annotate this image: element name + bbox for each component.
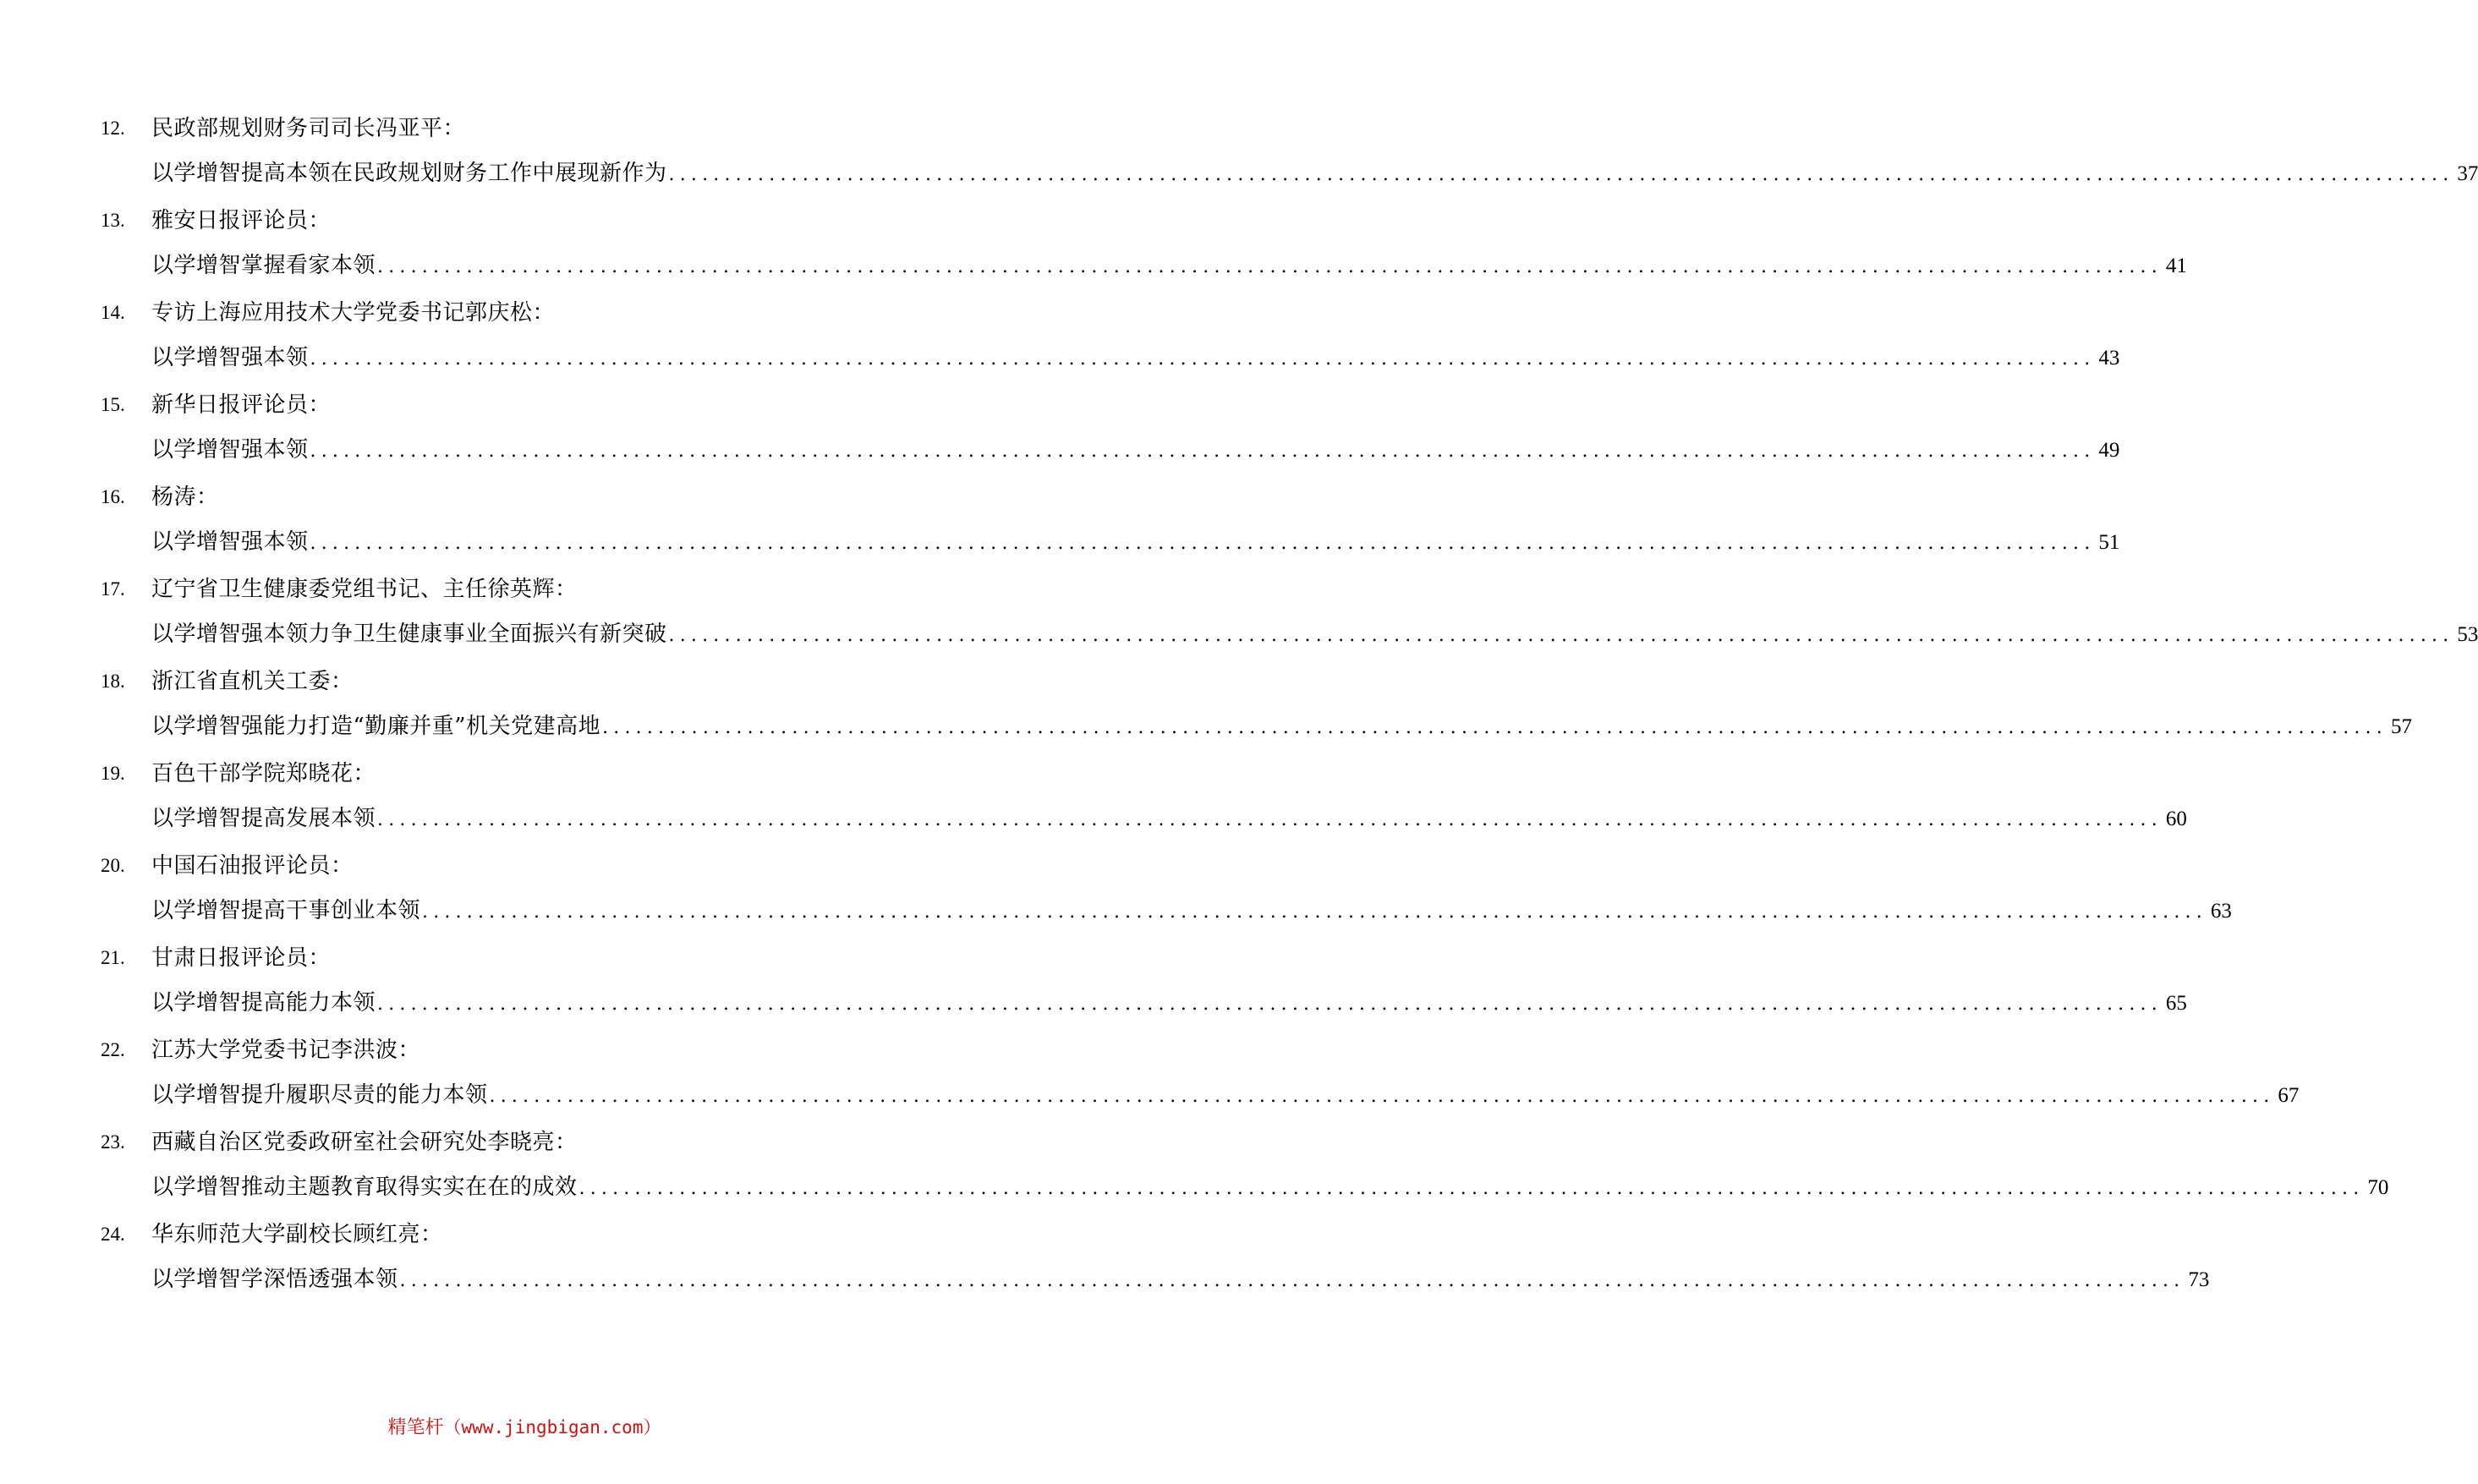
page-footer <box>0 1415 1049 1441</box>
toc-entry <box>0 1021 2300 1114</box>
entry-author: 浙江省直机关工委： <box>151 669 354 694</box>
entry-page-number: 43 <box>2098 347 2120 370</box>
entry-author: 辽宁省卫生健康委党组书记、主任徐英辉： <box>151 577 578 602</box>
entry-number: 12. <box>101 118 125 139</box>
entry-author: 雅安日报评论员： <box>151 208 332 233</box>
toc-entry <box>0 192 2187 284</box>
entry-number: 22. <box>101 1039 125 1060</box>
entry-number: 18. <box>101 671 125 692</box>
entry-author: 中国石油报评论员： <box>151 853 354 879</box>
entry-page-number: 65 <box>2165 992 2187 1015</box>
entry-page-number: 67 <box>2278 1084 2300 1107</box>
entry-line[interactable] <box>151 433 2120 467</box>
entry-header <box>0 480 1049 514</box>
entry-page-number: 49 <box>2098 439 2120 462</box>
entry-author: 新华日报评论员： <box>151 392 332 418</box>
table-of-contents <box>0 100 2478 1298</box>
entry-title: 以学增智强能力打造“勤廉并重”机关党建高地 <box>151 714 601 739</box>
dot-leader: ................................................................................................................................................................ <box>422 901 2207 923</box>
entry-number: 19. <box>101 763 125 784</box>
entry-title: 以学增智强本领 <box>151 529 309 555</box>
toc-entry <box>0 468 2120 561</box>
toc-entry <box>0 1206 2210 1298</box>
entry-line[interactable] <box>151 249 2187 282</box>
dot-leader: ................................................................................................................................................................ <box>310 441 2096 462</box>
entry-header <box>0 296 1049 330</box>
entry-header <box>0 572 1049 606</box>
entry-title: 以学增智强本领 <box>151 437 309 463</box>
entry-title: 以学增智强本领力争卫生健康事业全面振兴有新突破 <box>151 622 667 647</box>
entry-header <box>0 388 1049 422</box>
dot-leader: ................................................................................................................................................................ <box>668 164 2454 185</box>
dot-leader: ................................................................................................................................................................ <box>310 533 2096 554</box>
entry-line[interactable] <box>151 156 2478 190</box>
toc-entry <box>0 653 2412 745</box>
entry-author: 江苏大学党委书记李洪波： <box>151 1038 421 1063</box>
entry-title: 以学增智提高本领在民政规划财务工作中展现新作为 <box>151 161 667 186</box>
entry-line[interactable] <box>151 1170 2389 1204</box>
dot-leader: ................................................................................................................................................................ <box>377 994 2163 1015</box>
entry-number: 20. <box>101 855 125 876</box>
entry-line[interactable] <box>151 802 2187 835</box>
entry-page-number: 37 <box>2457 162 2478 185</box>
entry-line[interactable] <box>151 525 2120 559</box>
entry-title: 以学增智掌握看家本领 <box>151 253 376 278</box>
entry-page-number: 63 <box>2210 900 2232 923</box>
entry-header <box>0 941 1049 975</box>
toc-entry <box>0 745 2187 837</box>
toc-entry <box>0 929 2187 1021</box>
dot-leader: ................................................................................................................................................................ <box>377 809 2163 830</box>
dot-leader: ................................................................................................................................................................ <box>489 1086 2275 1107</box>
entry-header <box>0 204 1049 238</box>
entry-number: 23. <box>101 1131 125 1153</box>
entry-number: 15. <box>101 394 125 415</box>
entry-author: 百色干部学院郑晓花： <box>151 761 376 786</box>
entry-header <box>0 757 1049 791</box>
entry-page-number: 51 <box>2098 531 2120 554</box>
entry-title: 以学增智提升履职尽责的能力本领 <box>151 1082 488 1108</box>
entry-author: 杨涛： <box>151 485 219 510</box>
dot-leader: ................................................................................................................................................................ <box>399 1270 2185 1291</box>
entry-number: 21. <box>101 947 125 968</box>
entry-page-number: 53 <box>2457 623 2478 646</box>
entry-title: 以学增智学深悟透强本领 <box>151 1267 398 1292</box>
dot-leader: ................................................................................................................................................................ <box>310 348 2096 370</box>
entry-line[interactable] <box>151 1262 2210 1296</box>
entry-header <box>0 665 1049 698</box>
entry-author: 专访上海应用技术大学党委书记郭庆松： <box>151 300 556 326</box>
toc-entry <box>0 284 2120 376</box>
toc-entry <box>0 376 2120 468</box>
entry-page-number: 60 <box>2165 808 2187 830</box>
entry-author: 西藏自治区党委政研室社会研究处李晓亮： <box>151 1130 578 1155</box>
entry-header <box>0 849 1049 883</box>
entry-number: 16. <box>101 486 125 507</box>
entry-line[interactable] <box>151 986 2187 1020</box>
entry-author: 甘肃日报评论员： <box>151 945 332 971</box>
entry-number: 13. <box>101 210 125 231</box>
entry-header <box>0 112 1049 145</box>
entry-title: 以学增智提高能力本领 <box>151 990 376 1016</box>
entry-header <box>0 1125 1049 1159</box>
toc-entry <box>0 1114 2389 1206</box>
footer-site-name: 精笔杆 <box>387 1417 444 1438</box>
entry-title: 以学增智强本领 <box>151 345 309 370</box>
entry-number: 14. <box>101 302 125 323</box>
entry-line[interactable] <box>151 894 2232 928</box>
entry-number: 17. <box>101 578 125 600</box>
entry-page-number: 70 <box>2367 1176 2389 1199</box>
entry-line[interactable] <box>151 1078 2300 1112</box>
entry-page-number: 73 <box>2188 1268 2210 1291</box>
entry-line[interactable] <box>151 341 2120 375</box>
entry-page-number: 57 <box>2391 715 2412 738</box>
entry-line[interactable] <box>151 709 2412 743</box>
dot-leader: ................................................................................................................................................................ <box>668 625 2454 646</box>
entry-title: 以学增智提高发展本领 <box>151 806 376 831</box>
toc-entry <box>0 561 2478 653</box>
entry-author: 民政部规划财务司司长冯亚平： <box>151 116 466 141</box>
entry-header <box>0 1218 1049 1251</box>
footer-site-url[interactable]: （www.jingbigan.com） <box>443 1417 661 1437</box>
entry-title: 以学增智推动主题教育取得实实在在的成效 <box>151 1175 578 1200</box>
entry-header <box>0 1033 1049 1067</box>
toc-entry <box>0 100 2478 192</box>
entry-line[interactable] <box>151 617 2478 651</box>
entry-page-number: 41 <box>2165 255 2187 277</box>
entry-author: 华东师范大学副校长顾红亮： <box>151 1222 443 1247</box>
entry-title: 以学增智提高干事创业本领 <box>151 898 421 923</box>
toc-entry <box>0 837 2232 929</box>
dot-leader: ................................................................................................................................................................ <box>377 256 2163 277</box>
dot-leader: ................................................................................................................................................................ <box>602 717 2388 738</box>
entry-number: 24. <box>101 1224 125 1245</box>
dot-leader: ................................................................................................................................................................ <box>578 1178 2365 1199</box>
